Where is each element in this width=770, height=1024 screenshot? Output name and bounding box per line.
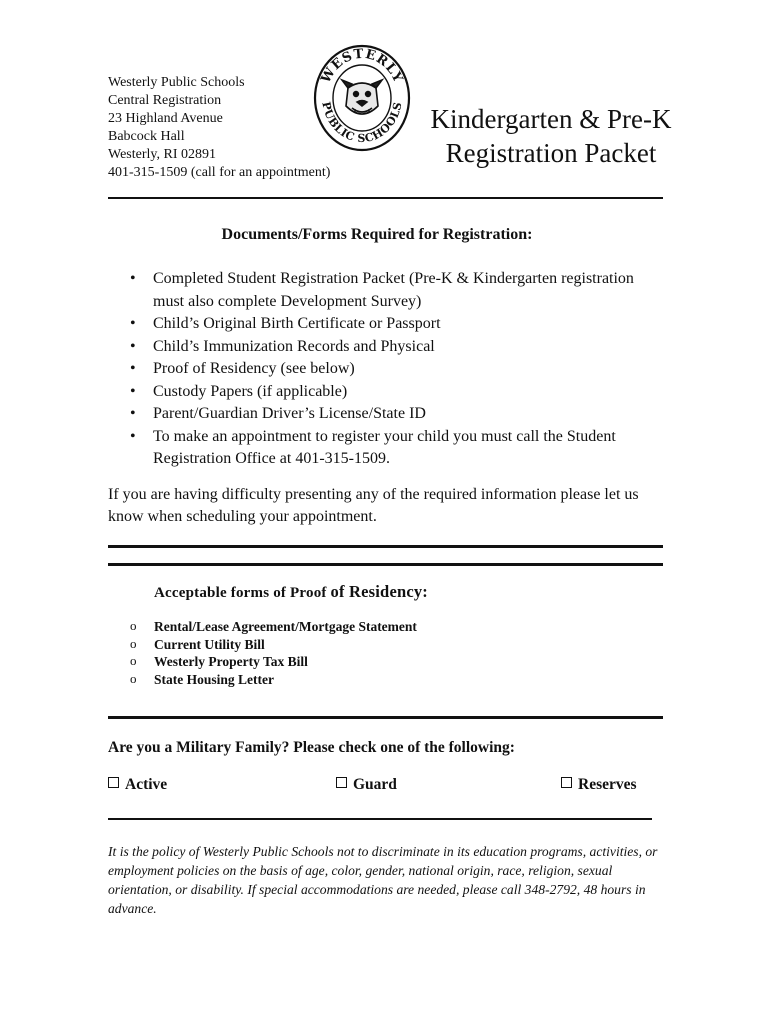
residency-heading xyxy=(154,582,428,602)
list-item: o Rental/Lease Agreement/Mortgage Statement xyxy=(108,618,417,636)
option-reserves-label: Reserves xyxy=(578,776,637,793)
difficulty-note: If you are having difficulty presenting any of the required information please let us know when scheduling your appointment. xyxy=(108,486,639,525)
policy-divider xyxy=(108,818,652,820)
section-divider-bottom xyxy=(108,563,663,566)
title-line-1: Kindergarten & Pre-K xyxy=(430,104,672,134)
checkbox-guard[interactable] xyxy=(336,777,347,788)
required-docs-list xyxy=(108,268,668,471)
option-active-label: Active xyxy=(125,776,168,793)
packet-title xyxy=(420,102,682,170)
option-active[interactable] xyxy=(108,776,167,794)
list-item: • Child’s Immunization Records and Physical xyxy=(108,336,668,359)
list-item: o Current Utility Bill xyxy=(108,636,417,654)
list-item: • Completed Student Registration Packet (Pre-K & Kindergarten registration must also complete Development Survey) xyxy=(108,268,668,313)
residency-list xyxy=(108,618,417,688)
header-divider xyxy=(108,197,663,199)
list-item: • Proof of Residency (see below) xyxy=(108,358,668,381)
address-line-office: Central Registration xyxy=(108,93,222,108)
school-address-block xyxy=(108,74,330,182)
title-line-2: Registration Packet xyxy=(445,138,657,168)
residency-heading-part2: of Residency: xyxy=(330,582,429,601)
option-guard-label: Guard xyxy=(353,776,397,793)
list-item: o Westerly Property Tax Bill xyxy=(108,653,417,671)
military-divider xyxy=(108,716,663,719)
address-line-street: 23 Highland Avenue xyxy=(108,111,223,126)
option-guard[interactable] xyxy=(336,776,397,794)
checkbox-reserves[interactable] xyxy=(561,777,572,788)
checkbox-active[interactable] xyxy=(108,777,119,788)
bulldog-seal-icon xyxy=(312,44,412,152)
option-reserves[interactable] xyxy=(561,776,637,794)
svg-text:PUBLIC SCHOOLS: PUBLIC SCHOOLS xyxy=(319,100,405,146)
non-discrimination-policy: It is the policy of Westerly Public Schools not to discriminate in its education programs, activities, or employment policies on the basis of age, color, gender, national origin, race, religion, sexual orientation, or disability. If special accommodations are needed, please call 348-2792, 48 hours in advance. xyxy=(108,844,658,916)
list-item: • Custody Papers (if applicable) xyxy=(108,381,668,404)
section-divider-top xyxy=(108,545,663,548)
address-line-building: Babcock Hall xyxy=(108,129,185,144)
list-item: o State Housing Letter xyxy=(108,671,417,689)
list-item: • Child’s Original Birth Certificate or Passport xyxy=(108,313,668,336)
address-line-school: Westerly Public Schools xyxy=(108,75,245,90)
required-docs-heading: Documents/Forms Required for Registration: xyxy=(221,226,533,243)
list-item: • Parent/Guardian Driver’s License/State ID xyxy=(108,403,668,426)
residency-heading-part1: Acceptable forms of Proof xyxy=(154,585,331,601)
westerly-schools-logo xyxy=(312,44,412,152)
military-question: Are you a Military Family? Please check one of the following: xyxy=(108,739,515,756)
svg-text:WESTERLY: WESTERLY xyxy=(318,46,406,86)
address-line-phone: 401-315-1509 (call for an appointment) xyxy=(108,165,331,180)
address-line-city: Westerly, RI 02891 xyxy=(108,147,217,162)
list-item: • To make an appointment to register your child you must call the Student Registration Office at 401-315-1509. xyxy=(108,426,668,471)
